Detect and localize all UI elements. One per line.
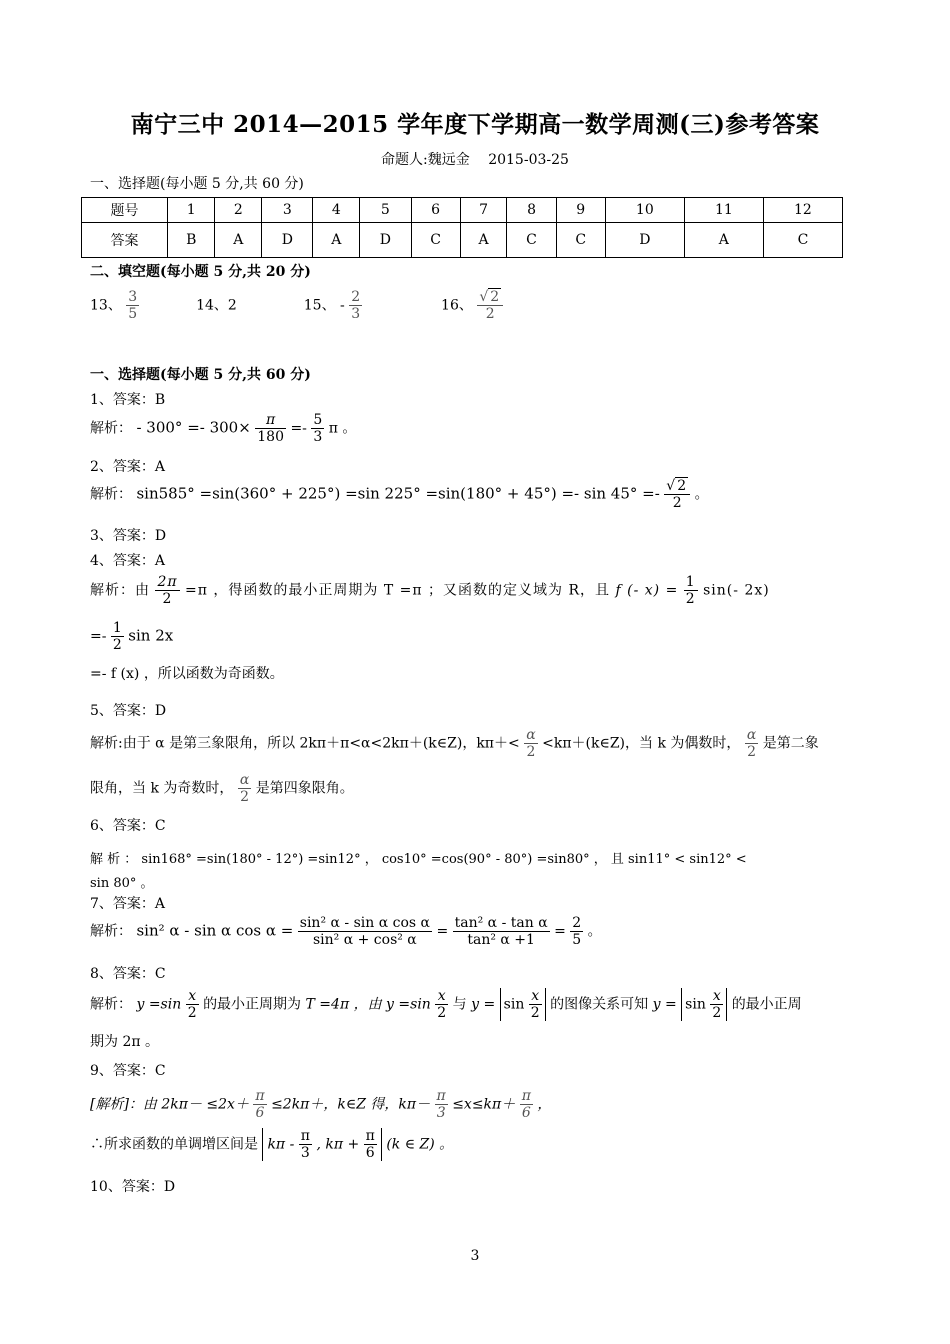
q7-frac2-num: tan² α - tan α <box>454 915 548 931</box>
q5-line2b: 是第四象限角。 <box>255 780 354 797</box>
q5-explanation-line2 <box>90 772 354 805</box>
sqrt-radicand: 2 <box>677 478 687 494</box>
q2-prefix: 解析： <box>90 486 132 503</box>
q16-numerator: √ 2 <box>477 289 503 306</box>
q1-frac-num: π <box>255 412 286 429</box>
q2-frac-den: 2 <box>672 495 682 512</box>
q7-frac3-num: 2 <box>572 915 582 931</box>
table-cell: C <box>507 223 556 258</box>
table-cell: 9 <box>556 198 605 223</box>
q9-frac2-den: 3 <box>436 1105 446 1122</box>
q9-interval-frac1 <box>299 1128 312 1161</box>
q2-end: 。 <box>694 486 709 503</box>
q8-frac2-num: x <box>435 988 448 1005</box>
q8-frac4-den: 2 <box>712 1005 722 1022</box>
q5-frac-b-num: α <box>746 727 757 743</box>
q6-answer: 6、答案：C <box>90 818 166 834</box>
q9-explanation-line1 <box>90 1088 551 1121</box>
q7-prefix: 解析： <box>90 923 132 940</box>
q8-abs1 <box>500 988 546 1021</box>
q9-frac1-num: π <box>255 1088 265 1104</box>
q7-end: 。 <box>587 923 602 940</box>
q5-frac-num: α <box>526 727 536 743</box>
q4-line2a: =- <box>90 628 107 645</box>
table-cell: 3 <box>262 198 313 223</box>
q15-label: 15、 - <box>303 297 345 314</box>
table-cell: 12 <box>763 198 842 223</box>
q8-prefix: 解析： <box>90 996 132 1013</box>
q2-explanation <box>90 478 709 511</box>
table-cell: 10 <box>605 198 684 223</box>
table-row <box>82 198 843 223</box>
q4-frac2 <box>684 574 698 607</box>
q1-expr1: - 300° =- 300× <box>136 418 251 437</box>
q7-eq2: = <box>554 923 566 940</box>
q2-expr: sin585° =sin(360° + 225°) =sin 225° =sin(180° + 45°) =- sin 45° =- <box>136 484 660 503</box>
q9-interval-frac1-num: π <box>300 1128 310 1144</box>
q1-frac2-num: 5 <box>313 412 323 428</box>
q13-denominator: 5 <box>128 306 138 323</box>
q9-t3: ≤x≤kπ＋ <box>452 1096 516 1113</box>
table-cell: A <box>215 223 262 258</box>
page-title: 南宁三中 2014—2015 学年度下学期高一数学周测(三)参考答案 <box>130 111 820 138</box>
q5-text3: 是第二象 <box>762 735 819 752</box>
q8-abs2 <box>681 988 727 1021</box>
q9-t4: ， <box>537 1096 552 1113</box>
q7-frac1 <box>298 915 432 948</box>
q9-line2b: (k ∈ Z) 。 <box>386 1136 454 1153</box>
q9-answer: 9、答案：C <box>90 1063 166 1079</box>
q9-b1: kπ - <box>267 1136 295 1153</box>
table-cell: 题号 <box>82 198 168 223</box>
q7-frac3 <box>570 915 583 948</box>
q5-frac-c-num: α <box>239 772 250 788</box>
q4-text1: =π ，得函数的最小正周期为 <box>185 582 379 599</box>
q1-expr3: π 。 <box>328 420 357 437</box>
q4-frac3-num: 1 <box>112 620 122 636</box>
q1-frac <box>255 412 286 445</box>
q9-interval-frac2 <box>364 1128 377 1161</box>
page-number: 3 <box>470 1248 480 1264</box>
q5-frac <box>524 727 537 760</box>
table-cell: 6 <box>411 198 460 223</box>
q8-t10: sin <box>685 996 706 1013</box>
q5-frac-b-den: 2 <box>747 744 757 761</box>
q1-frac-den: 180 <box>257 429 284 446</box>
q9-interval-frac1-den: 3 <box>300 1145 310 1162</box>
table-cell: 8 <box>507 198 556 223</box>
q4-frac2-den: 2 <box>685 591 696 608</box>
q3-answer: 3、答案：D <box>90 528 167 544</box>
q7-expr1: sin² α - sin α cos α = <box>136 921 294 940</box>
q9-b2: , kπ + <box>316 1136 360 1153</box>
q6-explanation-line1: 解 析 ： sin168° =sin(180° - 12°) =sin12° ， cos10° =cos(90° - 80°) =sin80° ， 且 sin11° < sin12° < <box>90 852 747 867</box>
table-cell: 7 <box>460 198 507 223</box>
q9-frac1 <box>253 1088 266 1121</box>
q2-frac-num: √ 2 <box>664 478 690 495</box>
q9-frac3-num: π <box>521 1088 531 1104</box>
q8-frac2-den: 2 <box>437 1005 447 1022</box>
q4-explanation-line2 <box>90 620 173 653</box>
table-cell: 答案 <box>82 223 168 258</box>
q8-frac4-num: x <box>710 988 723 1005</box>
q13-label: 13、 <box>90 297 122 314</box>
section-explanations-heading: 一、选择题(每小题 5 分,共 60 分) <box>90 367 311 383</box>
q2-answer: 2、答案：A <box>90 459 166 475</box>
fill-answers <box>90 289 503 322</box>
q8-explanation-line2: 期为 2π 。 <box>90 1034 160 1050</box>
q4-explanation-line3: =- f (x) ，所以函数为奇函数。 <box>90 666 284 682</box>
q9-interval-frac2-num: π <box>365 1128 375 1144</box>
table-cell: 2 <box>215 198 262 223</box>
q9-interval-frac2-den: 6 <box>365 1145 375 1162</box>
q7-frac1-den: sin² α + cos² α <box>312 932 417 949</box>
q7-frac2-den: tan² α +1 <box>467 932 535 949</box>
sqrt-radicand: 2 <box>490 289 500 305</box>
q1-frac2-den: 3 <box>313 429 323 446</box>
q8-frac3-den: 2 <box>530 1005 540 1022</box>
q9-line2a: ∴所求函数的单调增区间是 <box>90 1136 258 1153</box>
q4-frac <box>155 574 179 607</box>
q4-answer: 4、答案：A <box>90 553 166 569</box>
q4-text3: f (- x) = <box>615 582 679 599</box>
table-row <box>82 223 843 258</box>
q5-frac-den: 2 <box>526 744 536 761</box>
table-cell: 5 <box>360 198 411 223</box>
q4-frac-num: 2π <box>157 574 178 590</box>
q8-frac1-num: x <box>186 988 199 1005</box>
table-cell: C <box>763 223 842 258</box>
q5-frac-c-den: 2 <box>240 789 250 806</box>
q4-line2b: sin 2x <box>128 626 174 645</box>
table-cell: D <box>605 223 684 258</box>
q8-t3: T =4π ，由 <box>305 996 382 1013</box>
q8-explanation-line1 <box>90 988 802 1021</box>
q9-frac1-den: 6 <box>255 1105 265 1122</box>
q8-t2: 的最小正周期为 <box>203 996 302 1013</box>
q1-answer: 1、答案：B <box>90 392 166 408</box>
q8-frac3-num: x <box>529 988 542 1005</box>
q8-answer: 8、答案：C <box>90 966 166 982</box>
table-cell: A <box>684 223 763 258</box>
section-choice-heading: 一、选择题(每小题 5 分,共 60 分) <box>90 176 304 192</box>
q4-frac3-den: 2 <box>112 637 122 654</box>
q1-prefix: 解析： <box>90 420 132 437</box>
q9-t1: [解析]：由 2kπ－ ≤2x＋ <box>90 1096 249 1113</box>
q4-text4: sin(- 2x) <box>703 582 770 599</box>
q7-frac2 <box>453 915 550 948</box>
table-cell: 11 <box>684 198 763 223</box>
q7-explanation <box>90 915 602 948</box>
q9-frac3 <box>520 1088 533 1121</box>
q4-frac-den: 2 <box>162 591 173 608</box>
q4-frac2-num: 1 <box>685 574 696 590</box>
q1-expr2: =- <box>290 420 307 437</box>
q8-t5: 与 <box>452 996 467 1013</box>
q4-prefix: 解析：由 <box>90 582 150 599</box>
q2-frac <box>664 478 690 511</box>
q9-frac2 <box>435 1088 448 1121</box>
table-cell: A <box>313 223 360 258</box>
q16-denominator: 2 <box>485 306 495 323</box>
section-fill-heading: 二、填空题(每小题 5 分,共 20 分) <box>90 264 311 280</box>
q5-text1: 解析:由于 α 是第三象限角，所以 2kπ＋π<α<2kπ＋(k∈Z)，kπ＋< <box>90 735 520 752</box>
q15-fraction <box>349 289 362 322</box>
table-cell: D <box>360 223 411 258</box>
q6-explanation-line2: sin 80° 。 <box>90 876 154 891</box>
q14-answer: 14、2 <box>196 297 237 314</box>
q16-fraction <box>477 289 503 322</box>
q15-numerator: 2 <box>351 289 361 305</box>
q8-t11: 的最小正周 <box>731 996 802 1013</box>
q13-numerator: 3 <box>128 289 138 305</box>
q8-t9: y = <box>652 996 677 1013</box>
q9-explanation-line2 <box>90 1128 453 1161</box>
table-cell: D <box>262 223 313 258</box>
q5-frac-c <box>238 772 251 805</box>
table-cell: C <box>411 223 460 258</box>
q9-frac2-num: π <box>436 1088 446 1104</box>
q8-t1: y =sin <box>136 996 182 1013</box>
q8-t6: y = <box>471 996 496 1013</box>
q7-frac3-den: 5 <box>572 932 582 949</box>
q8-t7: sin <box>503 996 525 1013</box>
q4-text2: T =π ；又函数的定义域为 R，且 <box>383 582 611 599</box>
q7-frac1-num: sin² α - sin α cos α <box>299 915 430 931</box>
author-date: 命题人:魏远金 2015-03-25 <box>381 152 569 168</box>
table-cell: C <box>556 223 605 258</box>
table-cell: 4 <box>313 198 360 223</box>
q5-frac-b <box>745 727 758 760</box>
q8-t4: y =sin <box>386 996 431 1013</box>
table-cell: B <box>168 223 215 258</box>
table-cell: A <box>460 223 507 258</box>
q9-t2: ≤2kπ＋，k∈Z 得，kπ－ <box>271 1096 431 1113</box>
q10-answer: 10、答案：D <box>90 1179 176 1195</box>
q7-answer: 7、答案：A <box>90 896 166 912</box>
q8-frac4 <box>710 988 723 1021</box>
q1-frac2 <box>311 412 324 445</box>
q8-frac2 <box>435 988 448 1021</box>
q15-denominator: 3 <box>351 306 361 323</box>
answer-table <box>81 197 843 258</box>
q8-t8: 的图像关系可知 <box>550 996 649 1013</box>
table-cell: 1 <box>168 198 215 223</box>
q5-text2: <kπ＋(k∈Z)，当 k 为偶数时， <box>542 735 741 752</box>
q9-interval <box>262 1128 381 1161</box>
q1-explanation <box>90 412 356 445</box>
q8-frac1 <box>186 988 199 1021</box>
q5-line2a: 限角，当 k 为奇数时， <box>90 780 234 797</box>
q8-frac3 <box>529 988 542 1021</box>
q9-frac3-den: 6 <box>521 1105 531 1122</box>
q5-explanation-line1 <box>90 727 819 760</box>
q8-frac1-den: 2 <box>187 1005 197 1022</box>
q5-answer: 5、答案：D <box>90 703 167 719</box>
q4-explanation-line1 <box>90 574 770 607</box>
q7-eq: = <box>436 923 449 940</box>
q16-label: 16、 <box>441 297 473 314</box>
q4-frac3 <box>111 620 124 653</box>
q13-fraction <box>126 289 139 322</box>
